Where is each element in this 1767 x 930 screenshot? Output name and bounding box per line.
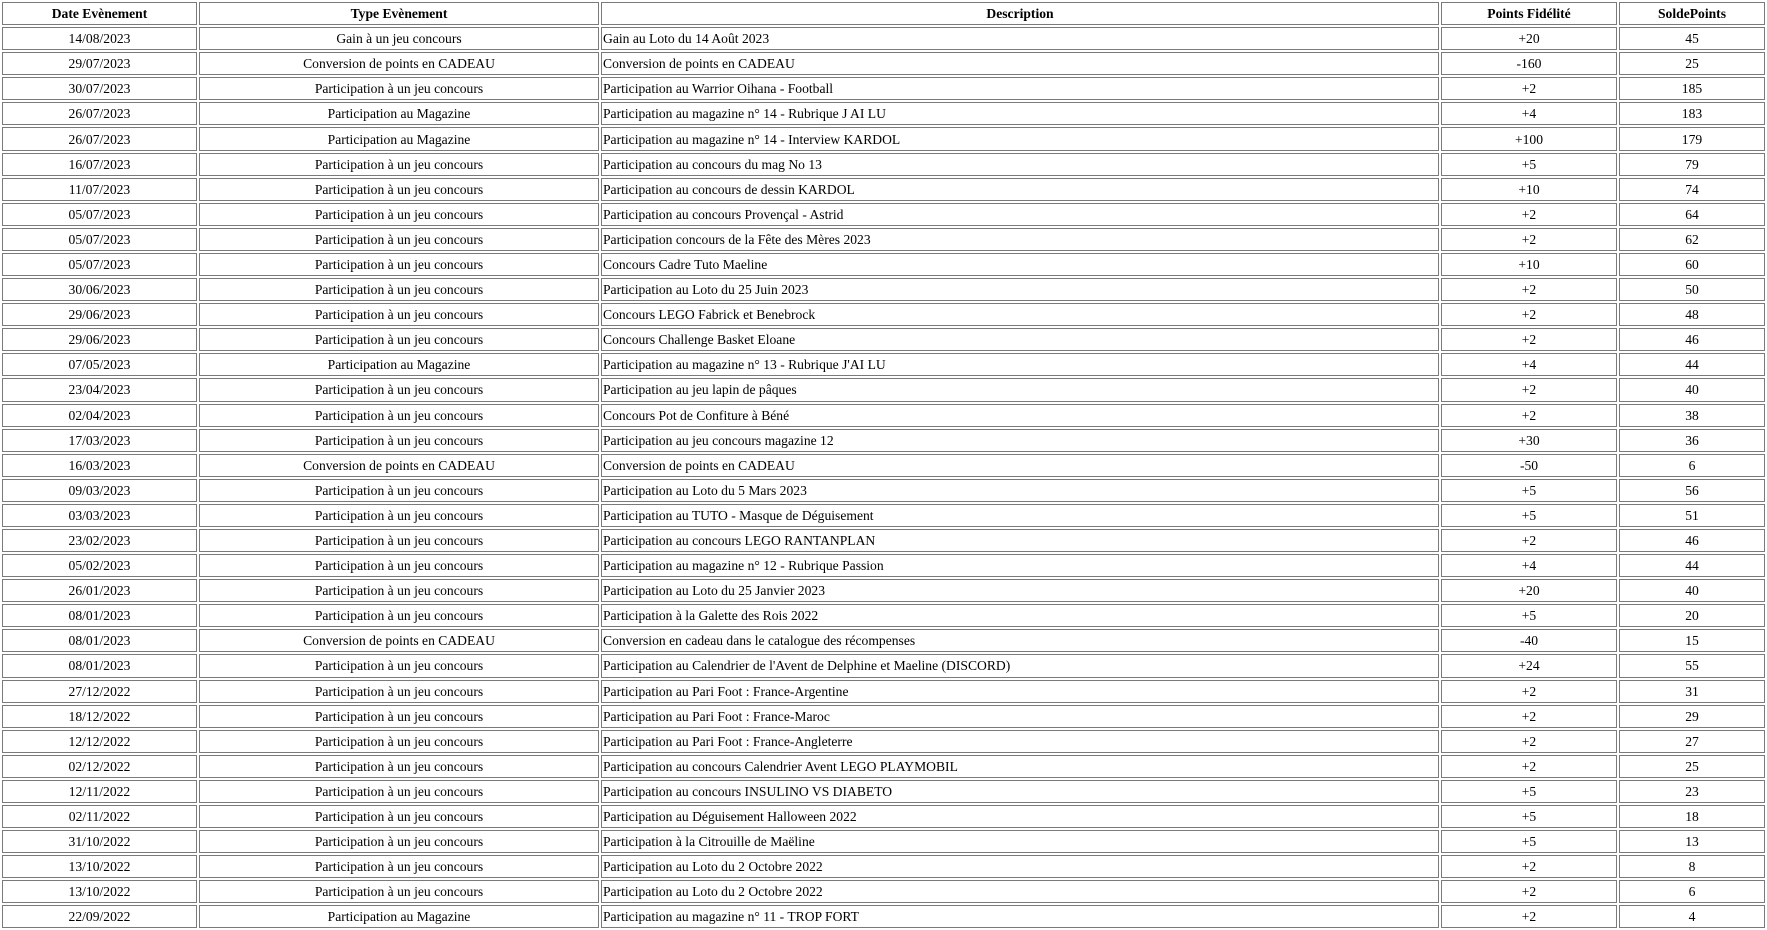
- cell-type: Participation au Magazine: [199, 127, 599, 150]
- cell-description: Concours Cadre Tuto Maeline: [601, 253, 1439, 276]
- table-row: [2, 529, 1765, 552]
- cell-description: Participation au Pari Foot : France-Angleterre: [601, 730, 1439, 753]
- cell-type: Participation au Magazine: [199, 102, 599, 125]
- cell-points: +2: [1441, 880, 1617, 903]
- cell-type: Participation à un jeu concours: [199, 730, 599, 753]
- cell-date: 29/06/2023: [2, 303, 197, 326]
- cell-type: Participation à un jeu concours: [199, 780, 599, 803]
- cell-points: +10: [1441, 253, 1617, 276]
- cell-points: +5: [1441, 479, 1617, 502]
- cell-points: +5: [1441, 805, 1617, 828]
- cell-description: Participation au concours de dessin KARDOL: [601, 178, 1439, 201]
- cell-type: Participation à un jeu concours: [199, 654, 599, 677]
- table-row: [2, 680, 1765, 703]
- cell-type: Participation à un jeu concours: [199, 77, 599, 100]
- cell-points: +4: [1441, 353, 1617, 376]
- cell-description: Participation au Loto du 2 Octobre 2022: [601, 880, 1439, 903]
- table-row: [2, 328, 1765, 351]
- cell-description: Participation au Loto du 25 Janvier 2023: [601, 579, 1439, 602]
- cell-description: Participation au Loto du 2 Octobre 2022: [601, 855, 1439, 878]
- cell-date: 17/03/2023: [2, 429, 197, 452]
- cell-date: 27/12/2022: [2, 680, 197, 703]
- cell-date: 08/01/2023: [2, 629, 197, 652]
- cell-points: +2: [1441, 705, 1617, 728]
- cell-points: +2: [1441, 730, 1617, 753]
- cell-solde: 60: [1619, 253, 1765, 276]
- cell-date: 23/04/2023: [2, 378, 197, 401]
- cell-solde: 183: [1619, 102, 1765, 125]
- cell-description: Gain au Loto du 14 Août 2023: [601, 27, 1439, 50]
- table-row: [2, 554, 1765, 577]
- cell-date: 26/01/2023: [2, 579, 197, 602]
- cell-points: +2: [1441, 228, 1617, 251]
- cell-points: +30: [1441, 429, 1617, 452]
- cell-type: Participation à un jeu concours: [199, 328, 599, 351]
- cell-type: Participation à un jeu concours: [199, 303, 599, 326]
- cell-points: +100: [1441, 127, 1617, 150]
- table-row: [2, 755, 1765, 778]
- table-row: [2, 278, 1765, 301]
- cell-type: Participation à un jeu concours: [199, 529, 599, 552]
- cell-solde: 6: [1619, 880, 1765, 903]
- cell-type: Participation à un jeu concours: [199, 805, 599, 828]
- cell-date: 29/06/2023: [2, 328, 197, 351]
- cell-solde: 23: [1619, 780, 1765, 803]
- cell-date: 02/04/2023: [2, 404, 197, 427]
- cell-solde: 18: [1619, 805, 1765, 828]
- cell-points: +2: [1441, 203, 1617, 226]
- table-row: [2, 629, 1765, 652]
- cell-date: 16/07/2023: [2, 153, 197, 176]
- table-row: [2, 303, 1765, 326]
- cell-points: +4: [1441, 554, 1617, 577]
- header-type: Type Evènement: [199, 2, 599, 25]
- cell-date: 03/03/2023: [2, 504, 197, 527]
- table-row: [2, 504, 1765, 527]
- cell-description: Participation au TUTO - Masque de Déguisement: [601, 504, 1439, 527]
- cell-points: +20: [1441, 579, 1617, 602]
- cell-points: +5: [1441, 604, 1617, 627]
- table-row: [2, 27, 1765, 50]
- cell-solde: 29: [1619, 705, 1765, 728]
- cell-description: Conversion en cadeau dans le catalogue des récompenses: [601, 629, 1439, 652]
- cell-type: Participation à un jeu concours: [199, 604, 599, 627]
- cell-solde: 62: [1619, 228, 1765, 251]
- cell-type: Participation à un jeu concours: [199, 479, 599, 502]
- cell-date: 02/12/2022: [2, 755, 197, 778]
- cell-solde: 15: [1619, 629, 1765, 652]
- cell-description: Participation au magazine n° 13 - Rubrique J'AI LU: [601, 353, 1439, 376]
- table-row: [2, 905, 1765, 928]
- cell-description: Participation à la Galette des Rois 2022: [601, 604, 1439, 627]
- cell-solde: 64: [1619, 203, 1765, 226]
- cell-date: 16/03/2023: [2, 454, 197, 477]
- cell-type: Participation à un jeu concours: [199, 830, 599, 853]
- cell-points: -160: [1441, 52, 1617, 75]
- table-row: [2, 228, 1765, 251]
- cell-description: Concours LEGO Fabrick et Benebrock: [601, 303, 1439, 326]
- cell-type: Participation à un jeu concours: [199, 153, 599, 176]
- table-row: [2, 378, 1765, 401]
- cell-solde: 45: [1619, 27, 1765, 50]
- table-row: [2, 77, 1765, 100]
- cell-description: Conversion de points en CADEAU: [601, 52, 1439, 75]
- cell-points: +2: [1441, 404, 1617, 427]
- cell-date: 30/07/2023: [2, 77, 197, 100]
- header-description: Description: [601, 2, 1439, 25]
- cell-type: Participation à un jeu concours: [199, 178, 599, 201]
- cell-points: +2: [1441, 378, 1617, 401]
- cell-date: 05/07/2023: [2, 253, 197, 276]
- cell-date: 05/07/2023: [2, 228, 197, 251]
- cell-points: +2: [1441, 278, 1617, 301]
- cell-type: Conversion de points en CADEAU: [199, 52, 599, 75]
- cell-solde: 48: [1619, 303, 1765, 326]
- cell-description: Participation au Warrior Oihana - Football: [601, 77, 1439, 100]
- cell-date: 29/07/2023: [2, 52, 197, 75]
- cell-points: -50: [1441, 454, 1617, 477]
- cell-points: +20: [1441, 27, 1617, 50]
- table-row: [2, 454, 1765, 477]
- cell-type: Participation à un jeu concours: [199, 554, 599, 577]
- cell-solde: 40: [1619, 378, 1765, 401]
- cell-date: 05/07/2023: [2, 203, 197, 226]
- cell-type: Participation à un jeu concours: [199, 228, 599, 251]
- cell-type: Participation à un jeu concours: [199, 429, 599, 452]
- table-body: [2, 27, 1765, 928]
- table-row: [2, 780, 1765, 803]
- cell-date: 12/12/2022: [2, 730, 197, 753]
- table-row: [2, 429, 1765, 452]
- cell-type: Participation à un jeu concours: [199, 378, 599, 401]
- cell-description: Participation au jeu lapin de pâques: [601, 378, 1439, 401]
- cell-solde: 46: [1619, 328, 1765, 351]
- cell-type: Participation à un jeu concours: [199, 278, 599, 301]
- cell-description: Participation au Loto du 25 Juin 2023: [601, 278, 1439, 301]
- cell-description: Participation au Calendrier de l'Avent de Delphine et Maeline (DISCORD): [601, 654, 1439, 677]
- cell-points: +2: [1441, 77, 1617, 100]
- cell-type: Conversion de points en CADEAU: [199, 454, 599, 477]
- header-date: Date Evènement: [2, 2, 197, 25]
- cell-description: Conversion de points en CADEAU: [601, 454, 1439, 477]
- cell-solde: 185: [1619, 77, 1765, 100]
- cell-description: Participation concours de la Fête des Mères 2023: [601, 228, 1439, 251]
- cell-solde: 74: [1619, 178, 1765, 201]
- cell-type: Participation à un jeu concours: [199, 579, 599, 602]
- cell-type: Participation à un jeu concours: [199, 504, 599, 527]
- cell-solde: 179: [1619, 127, 1765, 150]
- cell-solde: 36: [1619, 429, 1765, 452]
- cell-points: +2: [1441, 328, 1617, 351]
- cell-solde: 13: [1619, 830, 1765, 853]
- table-row: [2, 253, 1765, 276]
- cell-solde: 44: [1619, 554, 1765, 577]
- cell-description: Participation au concours Provençal - Astrid: [601, 203, 1439, 226]
- cell-solde: 27: [1619, 730, 1765, 753]
- table-row: [2, 855, 1765, 878]
- header-row: [2, 2, 1765, 25]
- cell-date: 11/07/2023: [2, 178, 197, 201]
- cell-solde: 44: [1619, 353, 1765, 376]
- cell-description: Participation au concours du mag No 13: [601, 153, 1439, 176]
- cell-points: +2: [1441, 855, 1617, 878]
- cell-type: Participation à un jeu concours: [199, 404, 599, 427]
- cell-points: -40: [1441, 629, 1617, 652]
- cell-solde: 51: [1619, 504, 1765, 527]
- cell-date: 26/07/2023: [2, 102, 197, 125]
- cell-points: +2: [1441, 529, 1617, 552]
- cell-description: Participation à la Citrouille de Maëline: [601, 830, 1439, 853]
- cell-type: Conversion de points en CADEAU: [199, 629, 599, 652]
- cell-date: 07/05/2023: [2, 353, 197, 376]
- cell-date: 22/09/2022: [2, 905, 197, 928]
- cell-type: Participation à un jeu concours: [199, 755, 599, 778]
- cell-solde: 31: [1619, 680, 1765, 703]
- table-row: [2, 579, 1765, 602]
- cell-type: Participation à un jeu concours: [199, 855, 599, 878]
- cell-date: 12/11/2022: [2, 780, 197, 803]
- cell-date: 05/02/2023: [2, 554, 197, 577]
- cell-type: Participation à un jeu concours: [199, 203, 599, 226]
- cell-date: 31/10/2022: [2, 830, 197, 853]
- table-row: [2, 153, 1765, 176]
- cell-solde: 20: [1619, 604, 1765, 627]
- cell-description: Participation au magazine n° 12 - Rubrique Passion: [601, 554, 1439, 577]
- cell-points: +2: [1441, 905, 1617, 928]
- cell-solde: 55: [1619, 654, 1765, 677]
- cell-points: +2: [1441, 755, 1617, 778]
- table-row: [2, 654, 1765, 677]
- cell-date: 23/02/2023: [2, 529, 197, 552]
- cell-solde: 50: [1619, 278, 1765, 301]
- cell-description: Participation au Loto du 5 Mars 2023: [601, 479, 1439, 502]
- cell-date: 13/10/2022: [2, 855, 197, 878]
- cell-date: 30/06/2023: [2, 278, 197, 301]
- cell-date: 02/11/2022: [2, 805, 197, 828]
- table-row: [2, 102, 1765, 125]
- cell-points: +5: [1441, 780, 1617, 803]
- cell-date: 08/01/2023: [2, 604, 197, 627]
- cell-description: Participation au Pari Foot : France-Argentine: [601, 680, 1439, 703]
- table-row: [2, 52, 1765, 75]
- cell-description: Participation au concours LEGO RANTANPLAN: [601, 529, 1439, 552]
- cell-date: 08/01/2023: [2, 654, 197, 677]
- cell-solde: 25: [1619, 52, 1765, 75]
- table-row: [2, 880, 1765, 903]
- table-row: [2, 404, 1765, 427]
- cell-points: +5: [1441, 153, 1617, 176]
- table-row: [2, 203, 1765, 226]
- header-points: Points Fidélité: [1441, 2, 1617, 25]
- cell-description: Participation au magazine n° 14 - Interview KARDOL: [601, 127, 1439, 150]
- table-row: [2, 705, 1765, 728]
- cell-solde: 6: [1619, 454, 1765, 477]
- cell-points: +4: [1441, 102, 1617, 125]
- cell-description: Participation au concours Calendrier Avent LEGO PLAYMOBIL: [601, 755, 1439, 778]
- cell-solde: 56: [1619, 479, 1765, 502]
- cell-description: Participation au jeu concours magazine 12: [601, 429, 1439, 452]
- cell-description: Participation au magazine n° 11 - TROP FORT: [601, 905, 1439, 928]
- cell-solde: 25: [1619, 755, 1765, 778]
- cell-date: 13/10/2022: [2, 880, 197, 903]
- table-row: [2, 353, 1765, 376]
- cell-date: 14/08/2023: [2, 27, 197, 50]
- table-row: [2, 805, 1765, 828]
- cell-solde: 46: [1619, 529, 1765, 552]
- table-row: [2, 830, 1765, 853]
- cell-type: Participation à un jeu concours: [199, 705, 599, 728]
- header-solde: SoldePoints: [1619, 2, 1765, 25]
- table-row: [2, 479, 1765, 502]
- cell-type: Participation à un jeu concours: [199, 880, 599, 903]
- cell-description: Participation au magazine n° 14 - Rubrique J AI LU: [601, 102, 1439, 125]
- table-row: [2, 604, 1765, 627]
- cell-solde: 79: [1619, 153, 1765, 176]
- cell-solde: 4: [1619, 905, 1765, 928]
- cell-solde: 8: [1619, 855, 1765, 878]
- cell-description: Participation au Déguisement Halloween 2022: [601, 805, 1439, 828]
- cell-description: Concours Challenge Basket Eloane: [601, 328, 1439, 351]
- cell-description: Concours Pot de Confiture à Béné: [601, 404, 1439, 427]
- table-header: [2, 2, 1765, 25]
- table-row: [2, 178, 1765, 201]
- cell-description: Participation au concours INSULINO VS DIABETO: [601, 780, 1439, 803]
- cell-points: +24: [1441, 654, 1617, 677]
- cell-points: +2: [1441, 680, 1617, 703]
- cell-type: Participation à un jeu concours: [199, 253, 599, 276]
- cell-solde: 40: [1619, 579, 1765, 602]
- cell-date: 26/07/2023: [2, 127, 197, 150]
- cell-date: 18/12/2022: [2, 705, 197, 728]
- cell-type: Gain à un jeu concours: [199, 27, 599, 50]
- table-row: [2, 730, 1765, 753]
- cell-type: Participation à un jeu concours: [199, 680, 599, 703]
- cell-solde: 38: [1619, 404, 1765, 427]
- cell-points: +5: [1441, 830, 1617, 853]
- cell-type: Participation au Magazine: [199, 905, 599, 928]
- cell-type: Participation au Magazine: [199, 353, 599, 376]
- cell-description: Participation au Pari Foot : France-Maroc: [601, 705, 1439, 728]
- cell-date: 09/03/2023: [2, 479, 197, 502]
- cell-points: +2: [1441, 303, 1617, 326]
- cell-points: +5: [1441, 504, 1617, 527]
- cell-points: +10: [1441, 178, 1617, 201]
- table-row: [2, 127, 1765, 150]
